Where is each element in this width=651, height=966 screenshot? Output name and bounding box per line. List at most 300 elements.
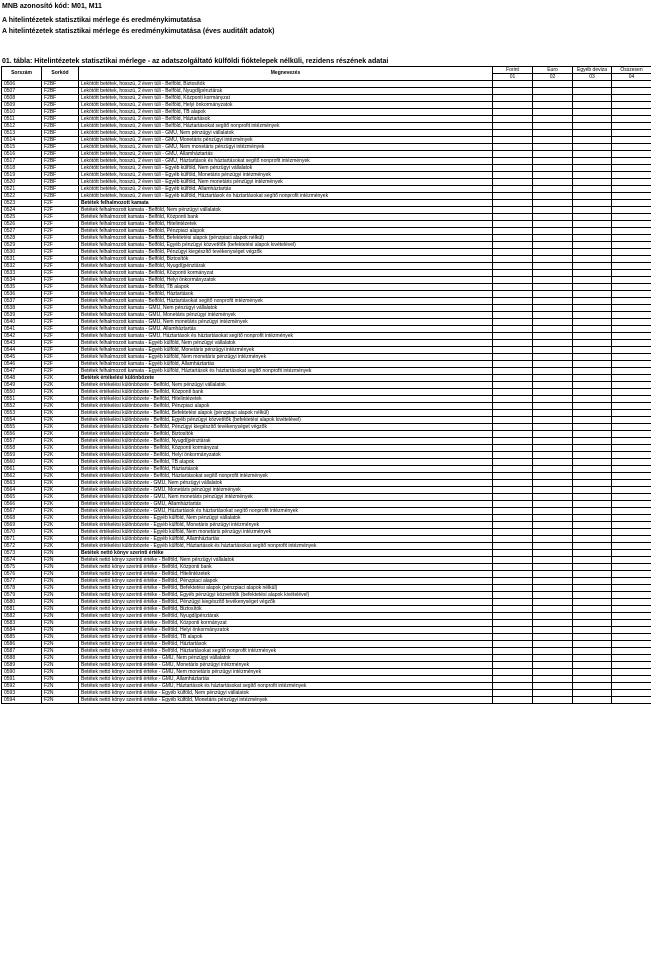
value-cell-osszesen[interactable]: [612, 270, 651, 277]
value-cell-egyeb-deviza[interactable]: [573, 648, 612, 655]
value-cell-forint[interactable]: [493, 613, 533, 620]
value-cell-egyeb-deviza[interactable]: [573, 354, 612, 361]
value-cell-forint[interactable]: [493, 361, 533, 368]
value-cell-forint[interactable]: [493, 95, 533, 102]
value-cell-euro[interactable]: [533, 333, 573, 340]
value-cell-forint[interactable]: [493, 627, 533, 634]
value-cell-egyeb-deviza[interactable]: [573, 473, 612, 480]
value-cell-forint[interactable]: [493, 564, 533, 571]
value-cell-euro[interactable]: [533, 466, 573, 473]
value-cell-osszesen[interactable]: [612, 221, 651, 228]
value-cell-euro[interactable]: [533, 641, 573, 648]
value-cell-osszesen[interactable]: [612, 634, 651, 641]
value-cell-euro[interactable]: [533, 431, 573, 438]
value-cell-forint[interactable]: [493, 221, 533, 228]
value-cell-osszesen[interactable]: [612, 494, 651, 501]
value-cell-egyeb-deviza[interactable]: [573, 298, 612, 305]
value-cell-osszesen[interactable]: [612, 697, 651, 704]
value-cell-egyeb-deviza[interactable]: [573, 641, 612, 648]
value-cell-euro[interactable]: [533, 200, 573, 207]
value-cell-egyeb-deviza[interactable]: [573, 144, 612, 151]
value-cell-euro[interactable]: [533, 354, 573, 361]
value-cell-egyeb-deviza[interactable]: [573, 669, 612, 676]
value-cell-osszesen[interactable]: [612, 550, 651, 557]
value-cell-osszesen[interactable]: [612, 522, 651, 529]
value-cell-egyeb-deviza[interactable]: [573, 368, 612, 375]
value-cell-euro[interactable]: [533, 438, 573, 445]
value-cell-egyeb-deviza[interactable]: [573, 550, 612, 557]
value-cell-osszesen[interactable]: [612, 326, 651, 333]
value-cell-osszesen[interactable]: [612, 403, 651, 410]
value-cell-osszesen[interactable]: [612, 95, 651, 102]
value-cell-egyeb-deviza[interactable]: [573, 627, 612, 634]
value-cell-euro[interactable]: [533, 256, 573, 263]
value-cell-egyeb-deviza[interactable]: [573, 228, 612, 235]
value-cell-egyeb-deviza[interactable]: [573, 102, 612, 109]
value-cell-osszesen[interactable]: [612, 543, 651, 550]
value-cell-osszesen[interactable]: [612, 298, 651, 305]
value-cell-forint[interactable]: [493, 515, 533, 522]
value-cell-euro[interactable]: [533, 459, 573, 466]
value-cell-osszesen[interactable]: [612, 452, 651, 459]
value-cell-egyeb-deviza[interactable]: [573, 361, 612, 368]
value-cell-forint[interactable]: [493, 494, 533, 501]
value-cell-forint[interactable]: [493, 123, 533, 130]
value-cell-osszesen[interactable]: [612, 235, 651, 242]
value-cell-euro[interactable]: [533, 347, 573, 354]
value-cell-forint[interactable]: [493, 172, 533, 179]
value-cell-egyeb-deviza[interactable]: [573, 263, 612, 270]
value-cell-euro[interactable]: [533, 214, 573, 221]
value-cell-euro[interactable]: [533, 410, 573, 417]
value-cell-euro[interactable]: [533, 424, 573, 431]
value-cell-egyeb-deviza[interactable]: [573, 417, 612, 424]
value-cell-euro[interactable]: [533, 627, 573, 634]
value-cell-forint[interactable]: [493, 466, 533, 473]
value-cell-osszesen[interactable]: [612, 214, 651, 221]
value-cell-osszesen[interactable]: [612, 417, 651, 424]
value-cell-egyeb-deviza[interactable]: [573, 480, 612, 487]
value-cell-osszesen[interactable]: [612, 284, 651, 291]
value-cell-euro[interactable]: [533, 193, 573, 200]
value-cell-forint[interactable]: [493, 312, 533, 319]
value-cell-egyeb-deviza[interactable]: [573, 585, 612, 592]
value-cell-osszesen[interactable]: [612, 123, 651, 130]
value-cell-euro[interactable]: [533, 529, 573, 536]
value-cell-euro[interactable]: [533, 165, 573, 172]
value-cell-osszesen[interactable]: [612, 438, 651, 445]
value-cell-egyeb-deviza[interactable]: [573, 326, 612, 333]
value-cell-forint[interactable]: [493, 242, 533, 249]
value-cell-osszesen[interactable]: [612, 648, 651, 655]
value-cell-osszesen[interactable]: [612, 144, 651, 151]
value-cell-osszesen[interactable]: [612, 508, 651, 515]
value-cell-egyeb-deviza[interactable]: [573, 319, 612, 326]
value-cell-forint[interactable]: [493, 669, 533, 676]
value-cell-egyeb-deviza[interactable]: [573, 431, 612, 438]
value-cell-euro[interactable]: [533, 368, 573, 375]
value-cell-osszesen[interactable]: [612, 396, 651, 403]
value-cell-egyeb-deviza[interactable]: [573, 522, 612, 529]
value-cell-forint[interactable]: [493, 676, 533, 683]
value-cell-egyeb-deviza[interactable]: [573, 179, 612, 186]
value-cell-egyeb-deviza[interactable]: [573, 270, 612, 277]
value-cell-osszesen[interactable]: [612, 473, 651, 480]
value-cell-egyeb-deviza[interactable]: [573, 564, 612, 571]
value-cell-egyeb-deviza[interactable]: [573, 277, 612, 284]
value-cell-euro[interactable]: [533, 676, 573, 683]
value-cell-euro[interactable]: [533, 452, 573, 459]
value-cell-euro[interactable]: [533, 403, 573, 410]
value-cell-euro[interactable]: [533, 340, 573, 347]
value-cell-egyeb-deviza[interactable]: [573, 116, 612, 123]
value-cell-osszesen[interactable]: [612, 690, 651, 697]
value-cell-egyeb-deviza[interactable]: [573, 249, 612, 256]
value-cell-euro[interactable]: [533, 620, 573, 627]
value-cell-osszesen[interactable]: [612, 319, 651, 326]
value-cell-egyeb-deviza[interactable]: [573, 501, 612, 508]
value-cell-forint[interactable]: [493, 319, 533, 326]
value-cell-osszesen[interactable]: [612, 620, 651, 627]
value-cell-osszesen[interactable]: [612, 242, 651, 249]
value-cell-euro[interactable]: [533, 417, 573, 424]
value-cell-egyeb-deviza[interactable]: [573, 214, 612, 221]
value-cell-osszesen[interactable]: [612, 655, 651, 662]
value-cell-euro[interactable]: [533, 382, 573, 389]
value-cell-forint[interactable]: [493, 522, 533, 529]
value-cell-euro[interactable]: [533, 242, 573, 249]
value-cell-egyeb-deviza[interactable]: [573, 662, 612, 669]
value-cell-forint[interactable]: [493, 578, 533, 585]
value-cell-euro[interactable]: [533, 515, 573, 522]
value-cell-forint[interactable]: [493, 487, 533, 494]
value-cell-forint[interactable]: [493, 81, 533, 88]
value-cell-euro[interactable]: [533, 669, 573, 676]
value-cell-egyeb-deviza[interactable]: [573, 88, 612, 95]
value-cell-forint[interactable]: [493, 130, 533, 137]
value-cell-euro[interactable]: [533, 361, 573, 368]
value-cell-forint[interactable]: [493, 445, 533, 452]
value-cell-egyeb-deviza[interactable]: [573, 284, 612, 291]
value-cell-osszesen[interactable]: [612, 137, 651, 144]
value-cell-forint[interactable]: [493, 340, 533, 347]
value-cell-forint[interactable]: [493, 452, 533, 459]
value-cell-osszesen[interactable]: [612, 88, 651, 95]
value-cell-forint[interactable]: [493, 550, 533, 557]
value-cell-forint[interactable]: [493, 144, 533, 151]
value-cell-osszesen[interactable]: [612, 228, 651, 235]
value-cell-forint[interactable]: [493, 536, 533, 543]
value-cell-forint[interactable]: [493, 403, 533, 410]
value-cell-osszesen[interactable]: [612, 599, 651, 606]
value-cell-forint[interactable]: [493, 389, 533, 396]
value-cell-euro[interactable]: [533, 585, 573, 592]
value-cell-osszesen[interactable]: [612, 354, 651, 361]
value-cell-osszesen[interactable]: [612, 459, 651, 466]
value-cell-euro[interactable]: [533, 284, 573, 291]
value-cell-euro[interactable]: [533, 130, 573, 137]
value-cell-osszesen[interactable]: [612, 207, 651, 214]
value-cell-osszesen[interactable]: [612, 606, 651, 613]
value-cell-euro[interactable]: [533, 697, 573, 704]
value-cell-egyeb-deviza[interactable]: [573, 487, 612, 494]
value-cell-euro[interactable]: [533, 179, 573, 186]
value-cell-egyeb-deviza[interactable]: [573, 312, 612, 319]
value-cell-euro[interactable]: [533, 158, 573, 165]
value-cell-euro[interactable]: [533, 186, 573, 193]
value-cell-euro[interactable]: [533, 172, 573, 179]
value-cell-osszesen[interactable]: [612, 557, 651, 564]
value-cell-egyeb-deviza[interactable]: [573, 403, 612, 410]
value-cell-forint[interactable]: [493, 648, 533, 655]
value-cell-egyeb-deviza[interactable]: [573, 445, 612, 452]
value-cell-osszesen[interactable]: [612, 431, 651, 438]
value-cell-osszesen[interactable]: [612, 445, 651, 452]
value-cell-forint[interactable]: [493, 571, 533, 578]
value-cell-euro[interactable]: [533, 102, 573, 109]
value-cell-euro[interactable]: [533, 235, 573, 242]
value-cell-egyeb-deviza[interactable]: [573, 690, 612, 697]
value-cell-forint[interactable]: [493, 375, 533, 382]
value-cell-forint[interactable]: [493, 102, 533, 109]
value-cell-forint[interactable]: [493, 333, 533, 340]
value-cell-forint[interactable]: [493, 606, 533, 613]
value-cell-euro[interactable]: [533, 487, 573, 494]
value-cell-forint[interactable]: [493, 501, 533, 508]
value-cell-forint[interactable]: [493, 284, 533, 291]
value-cell-forint[interactable]: [493, 249, 533, 256]
value-cell-euro[interactable]: [533, 613, 573, 620]
value-cell-euro[interactable]: [533, 690, 573, 697]
value-cell-osszesen[interactable]: [612, 200, 651, 207]
value-cell-egyeb-deviza[interactable]: [573, 137, 612, 144]
value-cell-osszesen[interactable]: [612, 109, 651, 116]
value-cell-egyeb-deviza[interactable]: [573, 165, 612, 172]
value-cell-egyeb-deviza[interactable]: [573, 95, 612, 102]
value-cell-osszesen[interactable]: [612, 662, 651, 669]
value-cell-egyeb-deviza[interactable]: [573, 333, 612, 340]
value-cell-egyeb-deviza[interactable]: [573, 410, 612, 417]
value-cell-osszesen[interactable]: [612, 361, 651, 368]
value-cell-euro[interactable]: [533, 109, 573, 116]
value-cell-forint[interactable]: [493, 396, 533, 403]
value-cell-egyeb-deviza[interactable]: [573, 305, 612, 312]
value-cell-egyeb-deviza[interactable]: [573, 543, 612, 550]
value-cell-egyeb-deviza[interactable]: [573, 529, 612, 536]
value-cell-osszesen[interactable]: [612, 375, 651, 382]
value-cell-egyeb-deviza[interactable]: [573, 158, 612, 165]
value-cell-osszesen[interactable]: [612, 676, 651, 683]
value-cell-egyeb-deviza[interactable]: [573, 130, 612, 137]
value-cell-forint[interactable]: [493, 557, 533, 564]
value-cell-osszesen[interactable]: [612, 487, 651, 494]
value-cell-forint[interactable]: [493, 683, 533, 690]
value-cell-euro[interactable]: [533, 473, 573, 480]
value-cell-egyeb-deviza[interactable]: [573, 655, 612, 662]
value-cell-osszesen[interactable]: [612, 347, 651, 354]
value-cell-forint[interactable]: [493, 207, 533, 214]
value-cell-osszesen[interactable]: [612, 151, 651, 158]
value-cell-euro[interactable]: [533, 648, 573, 655]
value-cell-forint[interactable]: [493, 417, 533, 424]
value-cell-egyeb-deviza[interactable]: [573, 620, 612, 627]
value-cell-egyeb-deviza[interactable]: [573, 697, 612, 704]
value-cell-euro[interactable]: [533, 207, 573, 214]
value-cell-egyeb-deviza[interactable]: [573, 606, 612, 613]
value-cell-forint[interactable]: [493, 263, 533, 270]
value-cell-forint[interactable]: [493, 459, 533, 466]
value-cell-osszesen[interactable]: [612, 480, 651, 487]
value-cell-egyeb-deviza[interactable]: [573, 676, 612, 683]
value-cell-osszesen[interactable]: [612, 627, 651, 634]
value-cell-forint[interactable]: [493, 438, 533, 445]
value-cell-osszesen[interactable]: [612, 613, 651, 620]
value-cell-forint[interactable]: [493, 277, 533, 284]
value-cell-euro[interactable]: [533, 662, 573, 669]
value-cell-osszesen[interactable]: [612, 249, 651, 256]
value-cell-osszesen[interactable]: [612, 536, 651, 543]
value-cell-osszesen[interactable]: [612, 193, 651, 200]
value-cell-forint[interactable]: [493, 431, 533, 438]
value-cell-forint[interactable]: [493, 137, 533, 144]
value-cell-forint[interactable]: [493, 256, 533, 263]
value-cell-egyeb-deviza[interactable]: [573, 557, 612, 564]
value-cell-osszesen[interactable]: [612, 256, 651, 263]
value-cell-osszesen[interactable]: [612, 305, 651, 312]
value-cell-forint[interactable]: [493, 585, 533, 592]
value-cell-osszesen[interactable]: [612, 158, 651, 165]
value-cell-egyeb-deviza[interactable]: [573, 256, 612, 263]
value-cell-egyeb-deviza[interactable]: [573, 515, 612, 522]
value-cell-osszesen[interactable]: [612, 466, 651, 473]
value-cell-egyeb-deviza[interactable]: [573, 221, 612, 228]
value-cell-osszesen[interactable]: [612, 669, 651, 676]
value-cell-euro[interactable]: [533, 480, 573, 487]
value-cell-egyeb-deviza[interactable]: [573, 613, 612, 620]
value-cell-egyeb-deviza[interactable]: [573, 592, 612, 599]
value-cell-euro[interactable]: [533, 655, 573, 662]
value-cell-osszesen[interactable]: [612, 592, 651, 599]
value-cell-egyeb-deviza[interactable]: [573, 193, 612, 200]
value-cell-egyeb-deviza[interactable]: [573, 235, 612, 242]
value-cell-euro[interactable]: [533, 326, 573, 333]
value-cell-egyeb-deviza[interactable]: [573, 375, 612, 382]
value-cell-euro[interactable]: [533, 277, 573, 284]
value-cell-forint[interactable]: [493, 480, 533, 487]
value-cell-osszesen[interactable]: [612, 382, 651, 389]
value-cell-egyeb-deviza[interactable]: [573, 634, 612, 641]
value-cell-forint[interactable]: [493, 88, 533, 95]
value-cell-forint[interactable]: [493, 592, 533, 599]
value-cell-egyeb-deviza[interactable]: [573, 396, 612, 403]
value-cell-euro[interactable]: [533, 319, 573, 326]
value-cell-osszesen[interactable]: [612, 165, 651, 172]
value-cell-forint[interactable]: [493, 305, 533, 312]
value-cell-forint[interactable]: [493, 151, 533, 158]
value-cell-forint[interactable]: [493, 424, 533, 431]
value-cell-forint[interactable]: [493, 655, 533, 662]
value-cell-osszesen[interactable]: [612, 130, 651, 137]
value-cell-egyeb-deviza[interactable]: [573, 382, 612, 389]
value-cell-osszesen[interactable]: [612, 340, 651, 347]
value-cell-osszesen[interactable]: [612, 501, 651, 508]
value-cell-euro[interactable]: [533, 592, 573, 599]
value-cell-osszesen[interactable]: [612, 368, 651, 375]
value-cell-euro[interactable]: [533, 494, 573, 501]
value-cell-egyeb-deviza[interactable]: [573, 389, 612, 396]
value-cell-forint[interactable]: [493, 354, 533, 361]
value-cell-euro[interactable]: [533, 270, 573, 277]
value-cell-euro[interactable]: [533, 88, 573, 95]
value-cell-forint[interactable]: [493, 662, 533, 669]
value-cell-euro[interactable]: [533, 123, 573, 130]
value-cell-forint[interactable]: [493, 179, 533, 186]
value-cell-egyeb-deviza[interactable]: [573, 207, 612, 214]
value-cell-euro[interactable]: [533, 305, 573, 312]
value-cell-osszesen[interactable]: [612, 179, 651, 186]
value-cell-forint[interactable]: [493, 214, 533, 221]
value-cell-forint[interactable]: [493, 599, 533, 606]
value-cell-euro[interactable]: [533, 606, 573, 613]
value-cell-forint[interactable]: [493, 508, 533, 515]
value-cell-forint[interactable]: [493, 193, 533, 200]
value-cell-osszesen[interactable]: [612, 291, 651, 298]
value-cell-egyeb-deviza[interactable]: [573, 186, 612, 193]
value-cell-egyeb-deviza[interactable]: [573, 109, 612, 116]
value-cell-forint[interactable]: [493, 634, 533, 641]
value-cell-euro[interactable]: [533, 151, 573, 158]
value-cell-euro[interactable]: [533, 564, 573, 571]
value-cell-osszesen[interactable]: [612, 389, 651, 396]
value-cell-osszesen[interactable]: [612, 410, 651, 417]
value-cell-egyeb-deviza[interactable]: [573, 340, 612, 347]
value-cell-euro[interactable]: [533, 249, 573, 256]
value-cell-euro[interactable]: [533, 501, 573, 508]
value-cell-osszesen[interactable]: [612, 172, 651, 179]
value-cell-osszesen[interactable]: [612, 116, 651, 123]
value-cell-forint[interactable]: [493, 235, 533, 242]
value-cell-egyeb-deviza[interactable]: [573, 452, 612, 459]
value-cell-euro[interactable]: [533, 571, 573, 578]
value-cell-egyeb-deviza[interactable]: [573, 459, 612, 466]
value-cell-egyeb-deviza[interactable]: [573, 599, 612, 606]
value-cell-egyeb-deviza[interactable]: [573, 291, 612, 298]
value-cell-euro[interactable]: [533, 683, 573, 690]
value-cell-egyeb-deviza[interactable]: [573, 347, 612, 354]
value-cell-forint[interactable]: [493, 641, 533, 648]
value-cell-forint[interactable]: [493, 368, 533, 375]
value-cell-osszesen[interactable]: [612, 571, 651, 578]
value-cell-osszesen[interactable]: [612, 186, 651, 193]
value-cell-forint[interactable]: [493, 270, 533, 277]
value-cell-forint[interactable]: [493, 228, 533, 235]
value-cell-forint[interactable]: [493, 347, 533, 354]
value-cell-euro[interactable]: [533, 312, 573, 319]
value-cell-euro[interactable]: [533, 95, 573, 102]
value-cell-euro[interactable]: [533, 389, 573, 396]
value-cell-euro[interactable]: [533, 263, 573, 270]
value-cell-euro[interactable]: [533, 81, 573, 88]
value-cell-egyeb-deviza[interactable]: [573, 536, 612, 543]
value-cell-euro[interactable]: [533, 137, 573, 144]
value-cell-osszesen[interactable]: [612, 277, 651, 284]
value-cell-euro[interactable]: [533, 536, 573, 543]
value-cell-forint[interactable]: [493, 326, 533, 333]
value-cell-egyeb-deviza[interactable]: [573, 172, 612, 179]
value-cell-osszesen[interactable]: [612, 529, 651, 536]
value-cell-euro[interactable]: [533, 634, 573, 641]
value-cell-osszesen[interactable]: [612, 578, 651, 585]
